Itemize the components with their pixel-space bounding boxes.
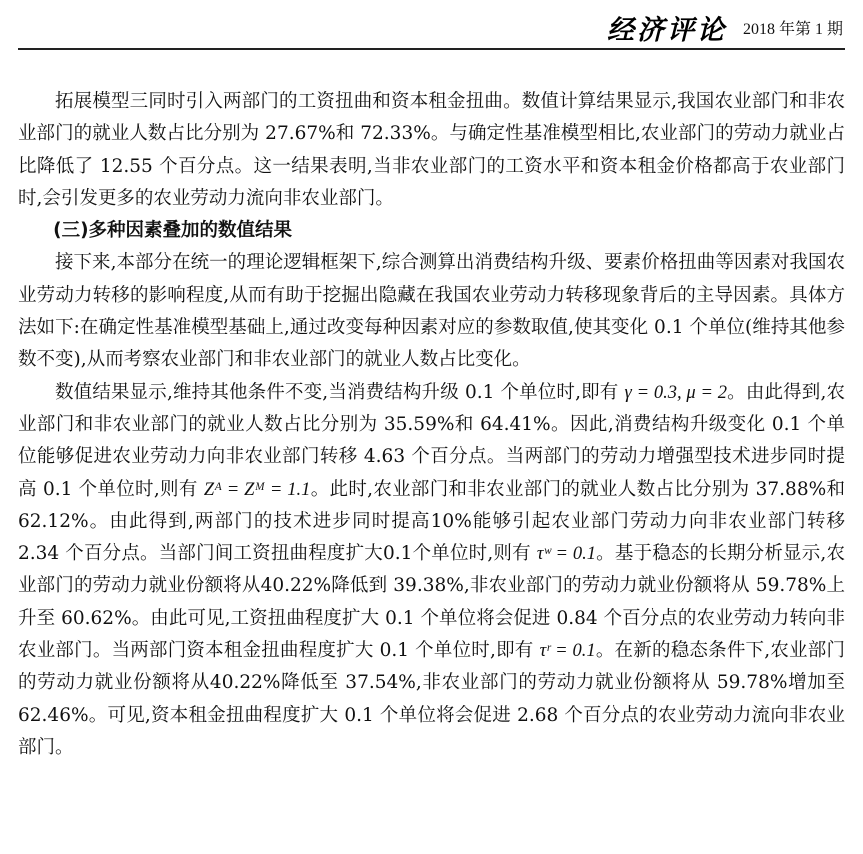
running-header bbox=[607, 8, 843, 47]
journal-name: 经济评论 bbox=[606, 15, 727, 46]
paragraph-results bbox=[18, 377, 845, 765]
paragraph-model-three: 拓展模型三同时引入两部门的工资扭曲和资本租金扭曲。数值计算结果显示,我国农业部门和非农业部门的就业人数占比分别为 27.67%和 72.33%。与确定性基准模型相比,农业部门的劳动力就业占比降低了 12.55 个百分点。这一结果表明,当非农业部门的工资水平和资本租金价格都高于农业部门时,会引发更多的农业劳动力流向非农业部门。 bbox=[18, 91, 845, 209]
math-tau-r: τʳ = 0.1 bbox=[539, 641, 596, 662]
math-gamma-mu: γ = 0.3, μ = 2 bbox=[624, 382, 727, 403]
issue-label: 2018 年第 1 期 bbox=[742, 21, 843, 38]
results-text-5: 。在新的稳态条件下,农业部门的劳动力就业份额将从40.22%降低至 37.54%,非农业部门的劳动力就业份额将从 59.78%增加至 62.46%。可见,资本租金扭曲程度扩大 0.1 个单位将会促进 2.68 个百分点的农业劳动力流向非农业部门。 bbox=[18, 640, 845, 758]
header-rule bbox=[18, 48, 845, 50]
article-body bbox=[18, 86, 845, 764]
results-text-3: 。此时,农业部门和非农业部门的就业人数占比分别为 37.88%和 62.12%。由此得到,两部门的技术进步同时提高10%能够引起农业部门劳动力向非农业部门转移 2.34 个百分点。当部门间工资扭曲程度扩大0.1个单位时,则有 bbox=[18, 478, 845, 565]
math-z: Zᴬ = Zᴹ = 1.1 bbox=[203, 479, 311, 500]
results-text-2: 。由此得到,农业部门和非农业部门的就业人数占比分别为 35.59%和 64.41%。因此,消费结构升级变化 0.1 个单位能够促进农业劳动力向非农业部门转移 4.63 个百分点。当两部门的劳动力增强型技术进步同时提高 0.1 个单位时,则有 bbox=[18, 381, 846, 500]
paragraph-method: 接下来,本部分在统一的理论逻辑框架下,综合测算出消费结构升级、要素价格扭曲等因素对我国农业劳动力转移的影响程度,从而有助于挖掘出隐藏在我国农业劳动力转移现象背后的主导因素。具体方法如下:在确定性基准模型基础上,通过改变每种因素对应的参数取值,使其变化 0.1 个单位(维持其他参数不变),从而考察农业部门和非农业部门的就业人数占比变化。 bbox=[18, 252, 845, 371]
section-heading: (三)多种因素叠加的数值结果 bbox=[53, 220, 293, 242]
results-text-4: 。基于稳态的长期分析显示,农业部门的劳动力就业份额将从40.22%降低到 39.38%,非农业部门的劳动力就业份额将从 59.78%上升至 60.62%。由此可见,工资扭曲程度扩大 0.1 个单位将会促进 0.84 个百分点的农业劳动力转向非农业部门。当两部门资本租金扭曲程度扩大 0.1 个单位时,即有 bbox=[18, 543, 845, 662]
math-tau-w: τʷ = 0.1 bbox=[536, 544, 596, 565]
results-text-1: 数值结果显示,维持其他条件不变,当消费结构升级 0.1 个单位时,即有 bbox=[55, 381, 625, 403]
